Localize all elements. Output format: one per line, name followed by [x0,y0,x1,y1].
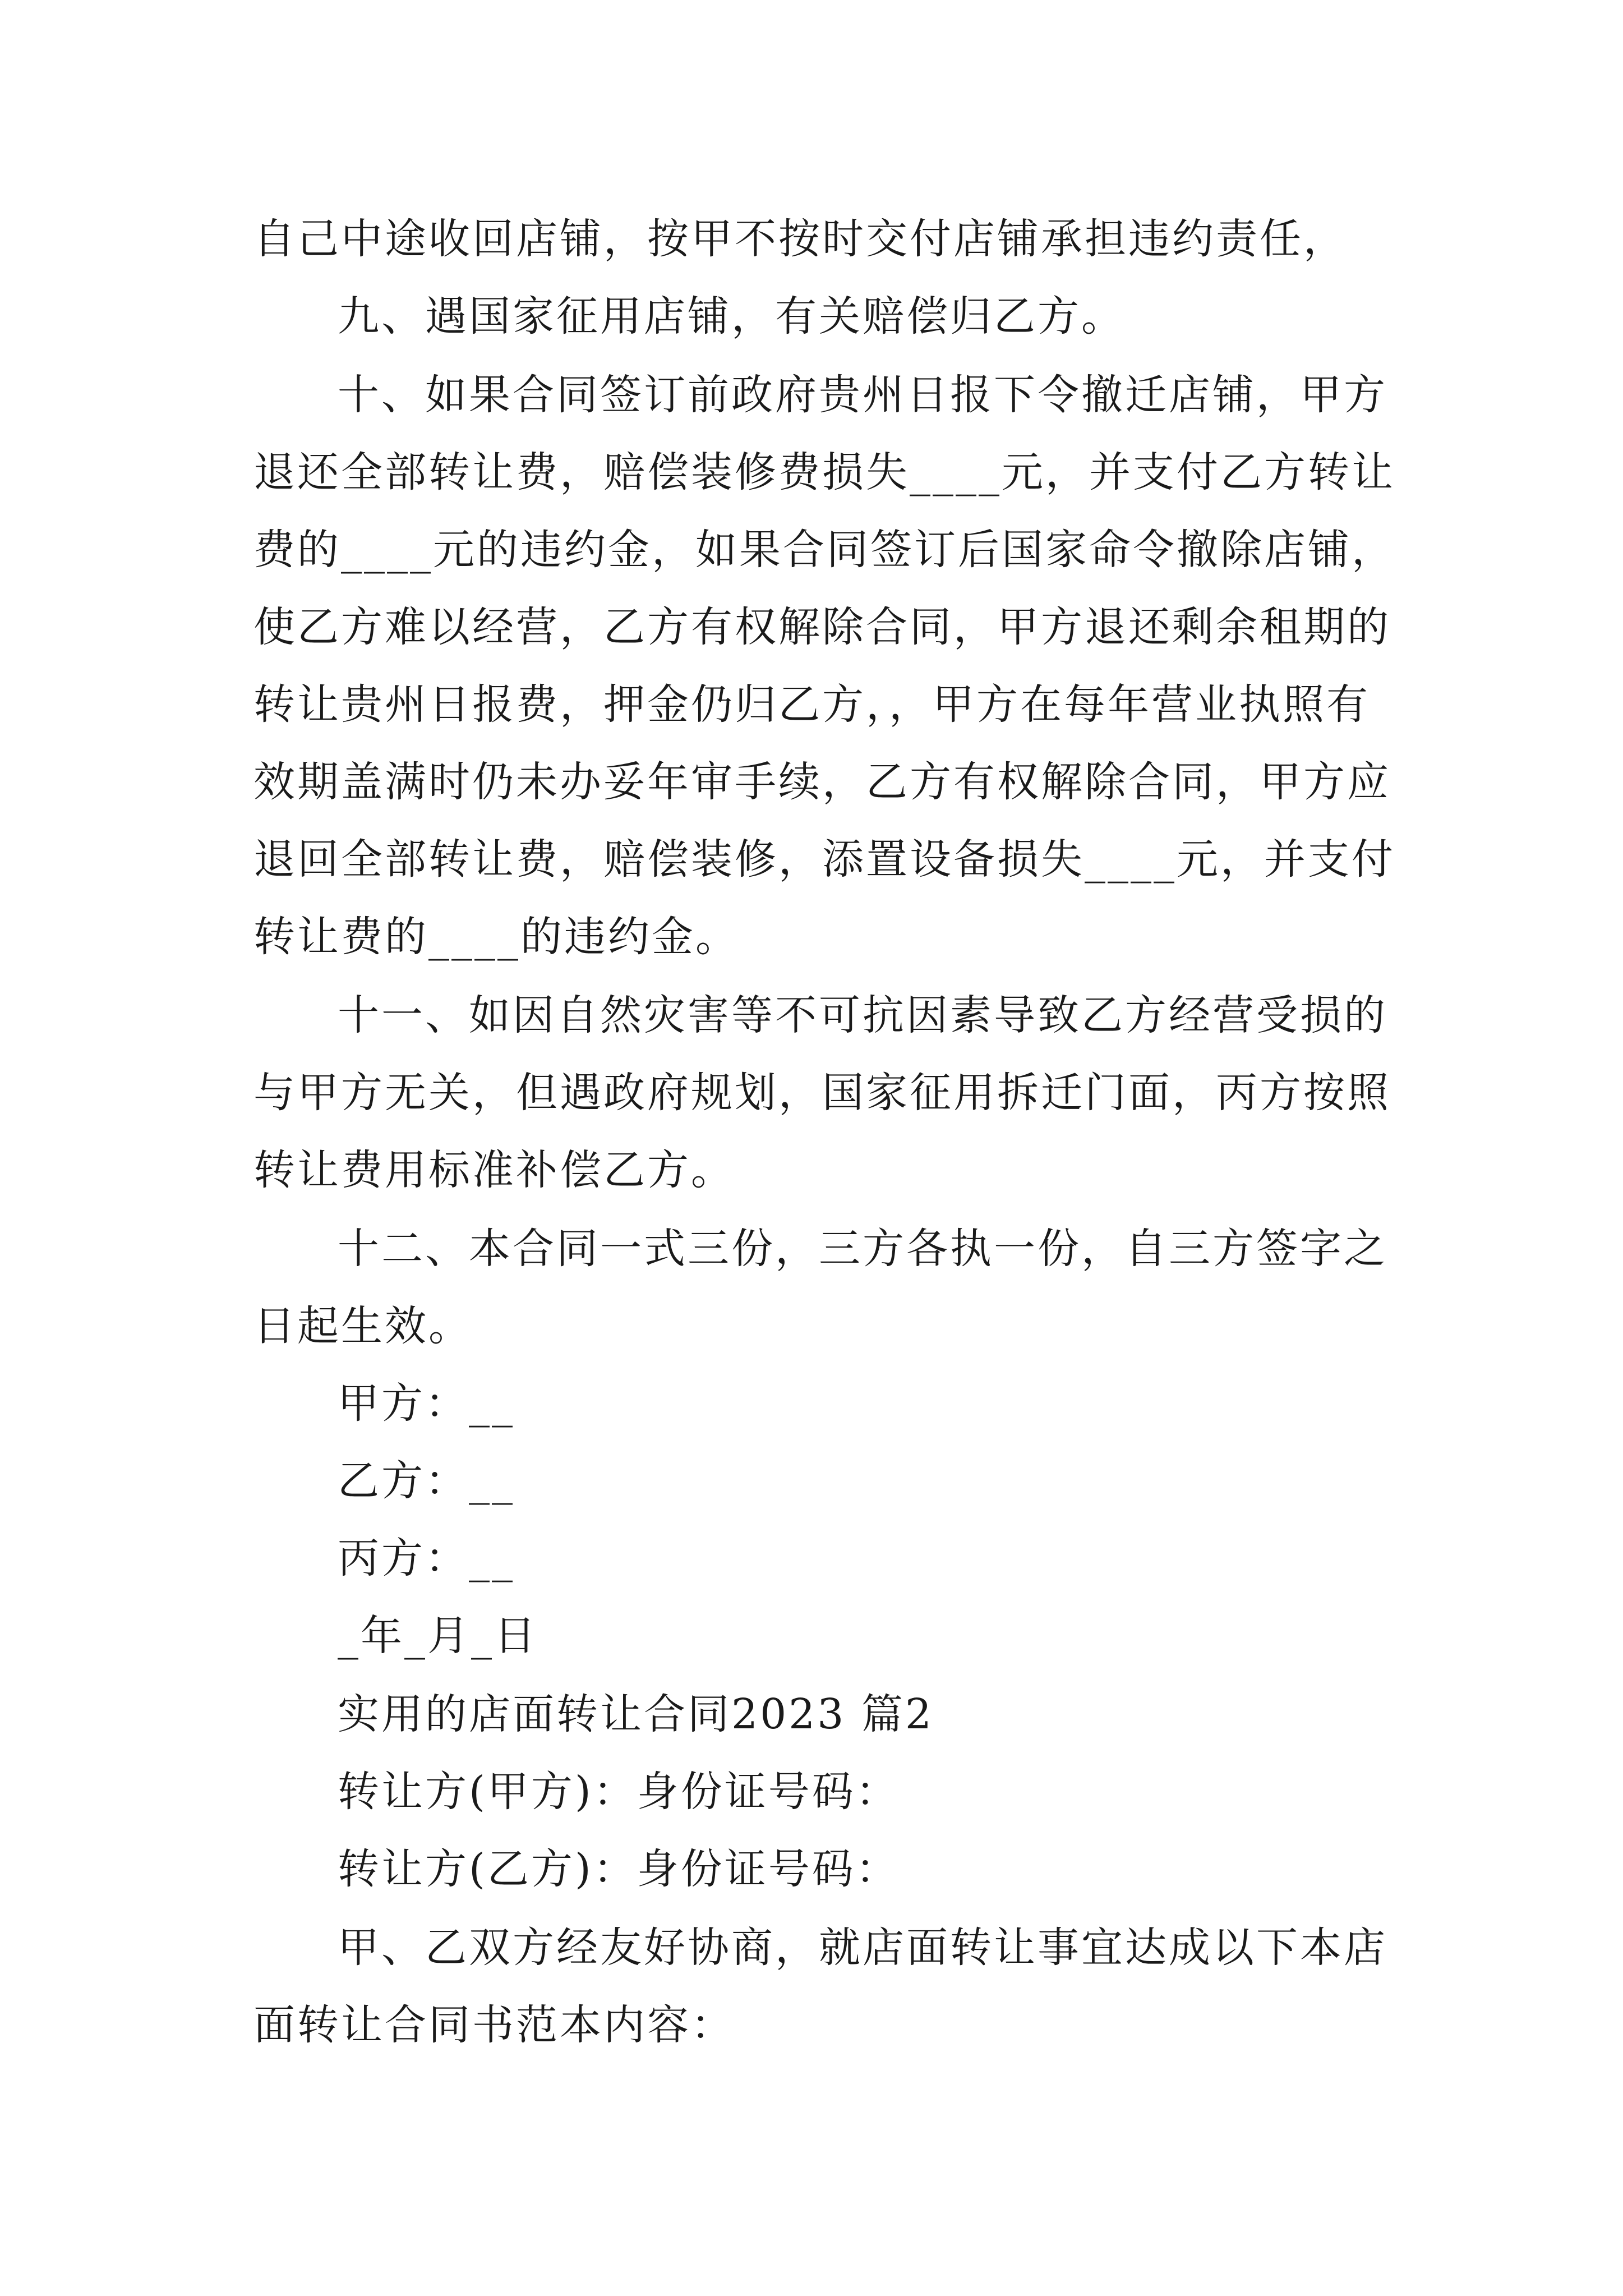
text-line: 转让费的____的违约金。 [253,913,739,961]
clause-11: 十一、如因自然灾害等不可抗因素导致乙方经营受损的 [338,991,1387,1039]
clause-9: 九、遇国家征用店铺，有关赔偿归乙方。 [338,292,1125,341]
intro-paragraph: 甲、乙双方经友好协商，就店面转让事宜达成以下本店 [338,1924,1387,1972]
section-title: 实用的店面转让合同2023 篇2 [338,1690,934,1738]
clause-12: 十二、本合同一式三份，三方各执一份，自三方签字之 [338,1225,1387,1273]
signature-date: _年_月_日 [338,1612,538,1660]
transferor-party-b: 转让方(乙方)：身份证号码： [338,1845,900,1893]
signature-party-b: 乙方：__ [338,1457,515,1505]
text-line: 自己中途收回店铺，按甲不按时交付店铺承担违约责任， [253,215,1347,263]
signature-party-a: 甲方：__ [338,1379,515,1428]
text-line: 与甲方无关，但遇政府规划，国家征用拆迁门面，丙方按照 [253,1069,1391,1117]
text-line: 面转让合同书范本内容： [253,2001,735,2049]
text-line: 效期盖满时仍未办妥年审手续，乙方有权解除合同，甲方应 [253,758,1391,806]
text-line: 退还全部转让费，赔偿装修费损失____元，并支付乙方转让 [253,448,1395,496]
transferor-party-a: 转让方(甲方)：身份证号码： [338,1768,900,1816]
text-line: 使乙方难以经营，乙方有权解除合同，甲方退还剩余租期的 [253,603,1391,651]
text-line: 退回全部转让费，赔偿装修，添置设备损失____元，并支付 [253,835,1395,884]
signature-party-c: 丙方：__ [338,1534,515,1582]
clause-10: 十、如果合同签订前政府贵州日报下令撤迁店铺，甲方 [338,371,1387,419]
text-line: 日起生效。 [253,1302,472,1350]
text-line: 转让费用标准补偿乙方。 [253,1146,735,1194]
text-line: 费的____元的违约金，如果合同签订后国家命令撤除店铺， [253,526,1395,574]
text-line: 转让贵州日报费，押金仍归乙方，，甲方在每年营业执照有 [253,680,1370,729]
